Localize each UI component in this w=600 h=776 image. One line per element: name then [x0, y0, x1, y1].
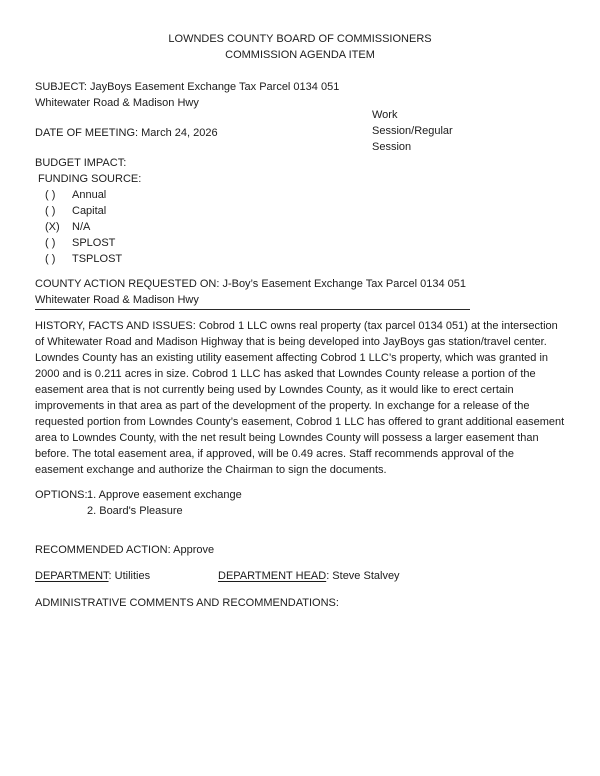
options-list — [87, 487, 242, 519]
options-label: OPTIONS: — [35, 489, 88, 501]
funding-option-splost — [45, 235, 565, 251]
budget-impact-label: BUDGET IMPACT: — [35, 157, 127, 169]
checkbox-label: Capital — [72, 205, 107, 217]
history-text: Cobrod 1 LLC owns real property (tax parcel 0134 051) at the intersection of Whitewater Road and Madison Highway that is being developed into JayBoys gas station/travel center. Lowndes County has an existing utility easement affecting Cobrod 1 LLC’s property, which was granted in 2000 and is 0.211 acres in size. Cobrod 1 LLC has asked that Lowndes County release a portion of the easement area that is not currently being used by Lowndes County, as it would like to erect certain improvements in that area as part of the development of the property. In exchange for a release of the requested portion from Lowndes County’s easement, Cobrod 1 LLC has offered to grant additional easement area to Lowndes County, with the net result being Lowndes County will possess a larger easement than before. The total easement area, if approved, will be 0.49 acres. Staff recommends approval of the easement exchange and authorize the Chairman to sign the documents. — [35, 320, 565, 476]
funding-option-tsplost — [45, 251, 565, 267]
option-item-2: 2. Board's Pleasure — [87, 505, 183, 517]
session-note: Work Session/Regular Session — [372, 109, 453, 153]
history-label: HISTORY, FACTS AND ISSUES: — [35, 320, 196, 332]
checkbox-mark: ( ) — [45, 237, 56, 249]
checkbox-mark: ( ) — [45, 189, 56, 201]
subject-text: JayBoys Easement Exchange Tax Parcel 0134 051 — [90, 81, 340, 93]
document-title-line2: COMMISSION AGENDA ITEM — [225, 49, 375, 61]
history-paragraph — [35, 318, 565, 478]
options-block — [35, 487, 565, 519]
document-title-line1: LOWNDES COUNTY BOARD OF COMMISSIONERS — [168, 33, 432, 45]
county-action-line2-underlined: Whitewater Road & Madison Hwy — [35, 292, 470, 310]
checkbox-mark-checked: (X) — [45, 221, 60, 233]
department-group — [35, 568, 218, 584]
subject-line2: Whitewater Road & Madison Hwy — [35, 97, 199, 109]
funding-option-annual — [45, 187, 565, 203]
funding-source-label: FUNDING SOURCE: — [38, 173, 142, 185]
checkbox-label: N/A — [72, 221, 91, 233]
recommended-action-label: RECOMMENDED ACTION: — [35, 544, 171, 556]
department-head-label: DEPARTMENT HEAD — [218, 570, 327, 582]
recommended-action-line — [35, 542, 565, 558]
department-head-value: : Steve Stalvey — [326, 570, 400, 582]
document-title — [35, 31, 565, 63]
department-value: : Utilities — [108, 570, 151, 582]
checkbox-label: Annual — [72, 189, 107, 201]
county-action-line1 — [35, 276, 565, 292]
option-item-1: 1. Approve easement exchange — [87, 489, 242, 501]
admin-comments-label: ADMINISTRATIVE COMMENTS AND RECOMMENDATIONS: — [35, 597, 339, 609]
funding-option-capital — [45, 203, 565, 219]
checkbox-mark: ( ) — [45, 205, 56, 217]
meeting-date-label: DATE OF MEETING: — [35, 127, 139, 139]
department-label: DEPARTMENT — [35, 570, 109, 582]
checkbox-label: TSPLOST — [72, 253, 123, 265]
department-head-group — [218, 570, 400, 582]
subject-line1 — [35, 79, 465, 95]
checkbox-label: SPLOST — [72, 237, 116, 249]
county-action-text: J-Boy’s Easement Exchange Tax Parcel 0134 051 — [222, 278, 467, 290]
meeting-date-line — [35, 125, 565, 141]
funding-source-options — [35, 187, 565, 267]
county-action-block — [35, 276, 565, 310]
county-action-label: COUNTY ACTION REQUESTED ON: — [35, 278, 220, 290]
checkbox-mark: ( ) — [45, 253, 56, 265]
department-row — [35, 568, 565, 584]
meeting-date-value: March 24, 2026 — [141, 127, 218, 139]
subject-label: SUBJECT: — [35, 81, 87, 93]
recommended-action-value: Approve — [173, 544, 215, 556]
funding-option-na — [45, 219, 565, 235]
